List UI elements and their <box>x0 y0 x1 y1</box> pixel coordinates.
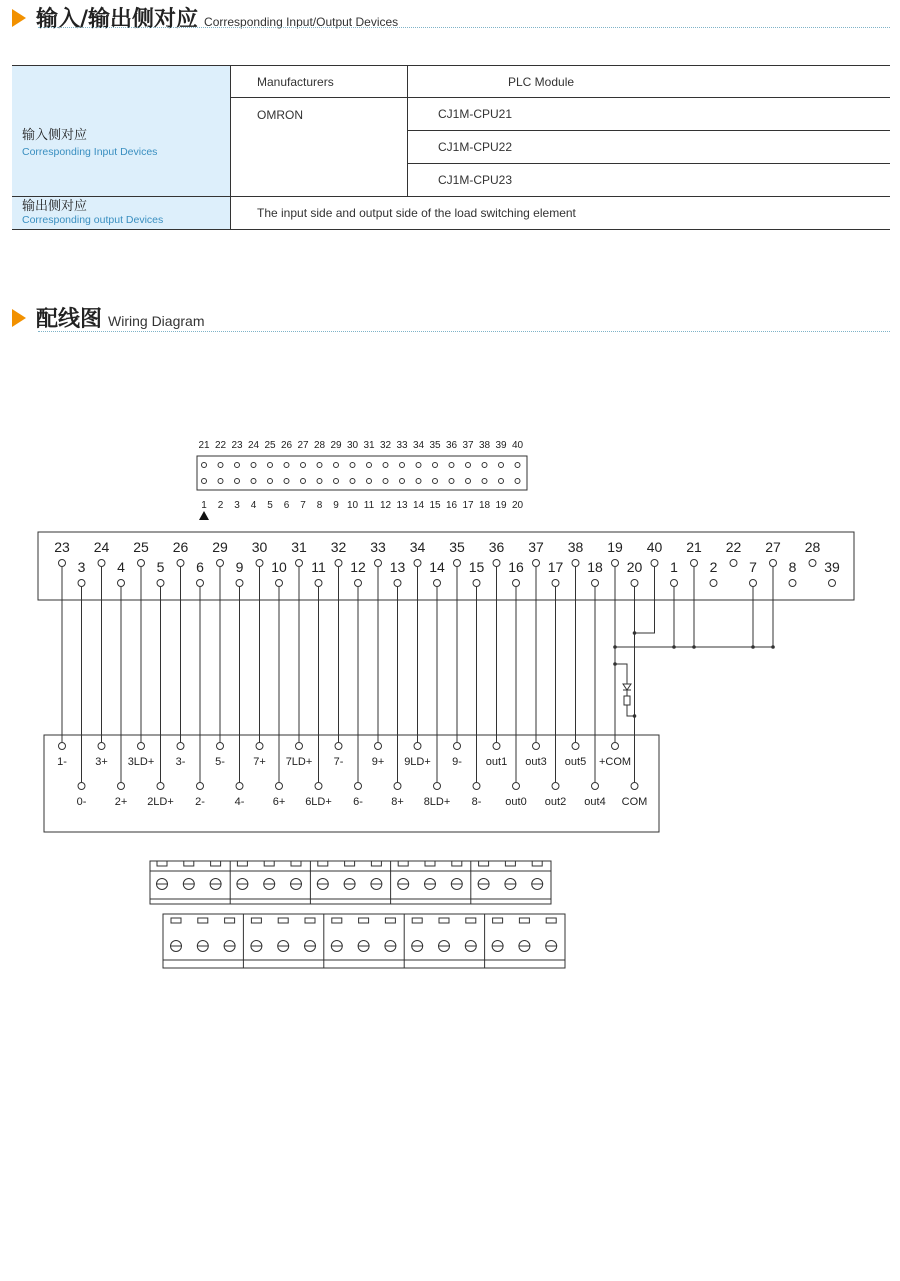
connector-pin <box>284 479 289 484</box>
wire-slot-icon <box>171 918 181 923</box>
connector-pin <box>482 463 487 468</box>
connector-pin <box>482 479 487 484</box>
connector-pin-number: 22 <box>214 440 227 451</box>
terminal-bottom-label: 6- <box>353 796 363 808</box>
connector-pin <box>235 463 240 468</box>
terminal-bottom-pin <box>118 783 125 790</box>
terminal-top-label: 9- <box>452 756 462 768</box>
connector-pin-number: 25 <box>264 440 276 451</box>
connector-pin-number: 13 <box>396 500 408 511</box>
plc-lower-pin <box>829 580 836 587</box>
plc-upper-pin <box>651 560 658 567</box>
terminal-bottom-pin <box>78 783 85 790</box>
plc-lower-pin <box>513 580 520 587</box>
connector-header <box>197 440 527 520</box>
terminal-bottom-label: 6LD+ <box>305 796 332 808</box>
wire-slot-icon <box>318 861 328 866</box>
terminal-top-pin <box>177 743 184 750</box>
terminal-box-outline <box>44 735 659 832</box>
wire-slot-icon <box>157 861 167 866</box>
wire-slot-icon <box>237 861 247 866</box>
plc-lower-pin <box>631 580 638 587</box>
connector-pin <box>317 479 322 484</box>
resistor-icon <box>624 696 630 705</box>
section-title-zh: 配线图 <box>36 307 103 332</box>
connector-pin-number: 15 <box>429 500 441 511</box>
screw-terminal-blocks <box>150 861 565 968</box>
wire-slot-icon <box>505 861 515 866</box>
plc-upper-pin-label: 35 <box>449 539 465 555</box>
terminal-bottom-label: 8LD+ <box>423 796 451 808</box>
plc-lower-pin <box>315 580 322 587</box>
output-side-en: Corresponding output Devices <box>22 213 164 226</box>
terminal-top-label: 3LD+ <box>127 756 155 768</box>
plc-upper-pin <box>375 560 382 567</box>
plc-lower-pin-label: 6 <box>196 559 204 575</box>
wire-junction <box>672 645 676 649</box>
plc-upper-pin-label: 25 <box>133 539 149 555</box>
output-desc: The input side and output side of the load switching element <box>231 197 891 230</box>
connector-pin <box>301 479 306 484</box>
terminal-block <box>44 735 659 832</box>
wire-slot-icon <box>198 918 208 923</box>
connector-pin <box>400 463 405 468</box>
wire-slot-icon <box>291 861 301 866</box>
plc-upper-pin <box>335 560 342 567</box>
wire-junction <box>692 645 696 649</box>
plc-upper-pin <box>493 560 500 567</box>
connector-pin-number: 39 <box>495 440 507 451</box>
terminal-bottom-label: out4 <box>584 796 606 808</box>
wire-slot-icon <box>425 861 435 866</box>
terminal-bottom-pin <box>473 783 480 790</box>
plc-lower-pin-label: 39 <box>824 559 840 575</box>
section-title-zh: 输入/输出侧对应 <box>36 7 199 32</box>
terminal-bottom-pin <box>236 783 243 790</box>
connector-pin <box>268 463 273 468</box>
wire-junction <box>633 714 637 718</box>
connector-pin <box>367 479 372 484</box>
plc-upper-pin-label: 22 <box>725 539 742 555</box>
output-side-zh: 输出侧对应 <box>22 198 88 214</box>
plc-upper-pin <box>59 560 66 567</box>
plc-lower-pin-label: 4 <box>117 559 125 575</box>
wire-slot-icon <box>532 861 542 866</box>
wire-slot-icon <box>439 918 449 923</box>
section-title-en: Corresponding Input/Output Devices <box>204 15 399 29</box>
connector-pin <box>383 463 388 468</box>
connector-pin <box>416 479 421 484</box>
connector-pin-number: 37 <box>462 440 474 451</box>
module-cell: CJ1M-CPU21 <box>408 98 891 131</box>
plc-lower-pin <box>671 580 678 587</box>
terminal-bottom-label: 2LD+ <box>147 796 174 808</box>
header-plc-module: PLC Module <box>408 66 891 98</box>
terminal-bottom-pin <box>552 783 559 790</box>
wire-slot-icon <box>371 861 381 866</box>
plc-upper-pin <box>177 560 184 567</box>
connector-pin-number: 24 <box>247 440 260 451</box>
terminal-top-pin <box>98 743 105 750</box>
connector-pin-number: 2 <box>217 500 224 511</box>
wire-slot-icon <box>466 918 476 923</box>
plc-lower-pin <box>236 580 243 587</box>
plc-upper-pin-label: 28 <box>804 539 821 555</box>
wire-slot-icon <box>305 918 315 923</box>
plc-lower-pin-label: 2 <box>709 559 718 575</box>
terminal-top-pin <box>217 743 224 750</box>
wire-slot-icon <box>519 918 529 923</box>
plc-upper-pin-label: 32 <box>330 539 347 555</box>
input-side-en: Corresponding Input Devices <box>22 146 158 158</box>
wire-slot-icon <box>493 918 503 923</box>
terminal-top-label: out1 <box>485 756 508 768</box>
plc-upper-pin-label: 36 <box>488 539 505 555</box>
terminal-bottom-pin <box>355 783 362 790</box>
terminal-bottom-pin <box>513 783 520 790</box>
plc-upper-pin <box>217 560 224 567</box>
terminal-bottom-label: out2 <box>544 796 567 808</box>
terminal-top-pin <box>375 743 382 750</box>
terminal-top-pin <box>256 743 263 750</box>
connector-pin <box>383 479 388 484</box>
connector-pin <box>268 479 273 484</box>
manufacturer-cell: OMRON <box>231 98 408 197</box>
plc-lower-pin-label: 1 <box>670 559 678 575</box>
wire-slot-icon <box>452 861 462 866</box>
plc-upper-pin <box>770 560 777 567</box>
connector-pin-number: 11 <box>363 500 375 511</box>
plc-lower-pin-label: 17 <box>547 559 564 575</box>
module-cell: CJ1M-CPU22 <box>408 131 891 164</box>
plc-upper-pin <box>572 560 579 567</box>
terminal-top-label: 3- <box>175 756 186 768</box>
connector-pin-number: 26 <box>280 440 293 451</box>
connector-pin-number: 35 <box>429 440 441 451</box>
led-icon <box>623 684 631 690</box>
connector-pin-number: 12 <box>379 500 392 511</box>
connector-pin-number: 20 <box>511 500 524 511</box>
connector-pin <box>350 463 355 468</box>
wire-junction <box>771 645 775 649</box>
plc-upper-pin-label: 34 <box>409 539 426 555</box>
connector-pin-number: 9 <box>333 500 339 511</box>
plc-upper-pin <box>256 560 263 567</box>
plc-lower-pin-label: 18 <box>587 559 603 575</box>
plc-lower-pin-label: 16 <box>508 559 524 575</box>
plc-lower-pin <box>78 580 85 587</box>
connector-pin <box>334 463 339 468</box>
wire-slot-icon <box>225 918 235 923</box>
wire-slot-icon <box>332 918 342 923</box>
terminal-bottom-pin <box>592 783 599 790</box>
plc-lower-pin <box>197 580 204 587</box>
connector-pin <box>284 463 289 468</box>
wire-slot-icon <box>211 861 221 866</box>
connector-pin-number: 8 <box>316 500 323 511</box>
connector-pin-number: 3 <box>234 500 240 511</box>
connector-pin-number: 29 <box>330 440 342 451</box>
plc-lower-pin <box>276 580 283 587</box>
terminal-bottom-label: 4- <box>234 796 245 808</box>
terminal-top-pin <box>335 743 342 750</box>
connector-pin <box>466 479 471 484</box>
plc-upper-pin-label: 23 <box>54 539 70 555</box>
connector-pin <box>317 463 322 468</box>
terminal-bottom-pin <box>197 783 204 790</box>
terminal-top-label: 7LD+ <box>285 756 313 768</box>
connector-pin-number: 28 <box>313 440 326 451</box>
connector-pin <box>466 463 471 468</box>
connector-pin-number: 27 <box>297 440 309 451</box>
plc-upper-pin <box>691 560 698 567</box>
input-side-zh: 输入侧对应 <box>22 128 88 143</box>
connector-pin-number: 31 <box>363 440 375 451</box>
terminal-top-pin <box>138 743 145 750</box>
connector-pin-number: 14 <box>412 500 425 511</box>
terminal-bottom-label: 0- <box>76 796 87 808</box>
terminal-bottom-label: 8+ <box>391 796 404 808</box>
plc-upper-pin-label: 29 <box>212 539 228 555</box>
wire-slot-icon <box>385 918 395 923</box>
terminal-top-label: 9LD+ <box>404 756 431 768</box>
terminal-bottom-pin <box>276 783 283 790</box>
wire-slot-icon <box>359 918 369 923</box>
connector-pin-number: 34 <box>412 440 425 451</box>
connector-pin <box>202 479 207 484</box>
terminal-bottom-label: 2+ <box>114 796 128 808</box>
connector-pin <box>416 463 421 468</box>
connector-pin <box>499 479 504 484</box>
connector-pin <box>367 463 372 468</box>
connector-pin <box>433 479 438 484</box>
connector-pin <box>301 463 306 468</box>
wire-slot-icon <box>398 861 408 866</box>
wire <box>615 664 627 684</box>
wire-junction <box>633 631 637 635</box>
wire-slot-icon <box>264 861 274 866</box>
terminal-bottom-pin <box>315 783 322 790</box>
connector-pin <box>202 463 207 468</box>
wire-slot-icon <box>184 861 194 866</box>
terminal-top-label: 7+ <box>253 756 266 768</box>
connector-pin-number: 36 <box>445 440 458 451</box>
plc-upper-pin <box>809 560 816 567</box>
terminal-top-pin <box>414 743 421 750</box>
plc-lower-pin-label: 12 <box>350 559 366 575</box>
plc-upper-pin-label: 19 <box>607 539 623 555</box>
plc-upper-pin-label: 21 <box>686 539 702 555</box>
connector-pin <box>499 463 504 468</box>
terminal-bottom-pin <box>434 783 441 790</box>
connector-pin <box>515 463 520 468</box>
terminal-top-pin <box>533 743 540 750</box>
terminal-bottom-label: 2- <box>195 796 205 808</box>
plc-lower-pin-label: 11 <box>311 559 326 575</box>
plc-upper-pin <box>138 560 145 567</box>
connector-pin <box>251 463 256 468</box>
connector-pin-number: 5 <box>267 500 273 511</box>
connector-pin <box>218 479 223 484</box>
terminal-top-label: 9+ <box>371 756 385 768</box>
plc-upper-pin <box>730 560 737 567</box>
plc-lower-pin <box>434 580 441 587</box>
plc-upper-pin-label: 31 <box>291 539 307 555</box>
connector-pin-number: 23 <box>231 440 243 451</box>
terminal-top-label: 5- <box>215 756 225 768</box>
connector-pin <box>400 479 405 484</box>
terminal-top-pin <box>59 743 66 750</box>
section-title-en: Wiring Diagram <box>108 313 205 329</box>
terminal-top-pin <box>572 743 579 750</box>
wire-slot-icon <box>278 918 288 923</box>
header-manufacturers: Manufacturers <box>231 66 408 98</box>
wire-junction <box>613 645 617 649</box>
connector-pin <box>350 479 355 484</box>
terminal-top-label: 1- <box>57 756 67 768</box>
terminal-top-pin <box>612 743 619 750</box>
plc-upper-pin-label: 37 <box>528 539 544 555</box>
wire-slot-icon <box>251 918 261 923</box>
plc-upper-pin-label: 38 <box>567 539 584 555</box>
plc-upper-pin-label: 27 <box>765 539 781 555</box>
connector-pin <box>449 463 454 468</box>
pin1-marker-icon <box>199 511 209 520</box>
plc-lower-pin-label: 20 <box>626 559 643 575</box>
wire-slot-icon <box>412 918 422 923</box>
connector-pin-number: 17 <box>462 500 474 511</box>
terminal-top-label: 7- <box>333 756 344 768</box>
plc-lower-pin <box>750 580 757 587</box>
terminal-top-pin <box>493 743 500 750</box>
terminal-top-label: out5 <box>564 756 587 768</box>
wire-slot-icon <box>479 861 489 866</box>
plc-lower-pin <box>592 580 599 587</box>
plc-upper-pin-label: 33 <box>370 539 386 555</box>
plc-upper-pin <box>414 560 421 567</box>
plc-upper-pin <box>454 560 461 567</box>
plc-lower-pin-label: 5 <box>156 559 165 575</box>
terminal-bottom-pin <box>394 783 401 790</box>
connector-pin-number: 16 <box>445 500 458 511</box>
terminal-top-label: +COM <box>598 756 632 768</box>
plc-lower-pin-label: 13 <box>389 559 406 575</box>
connector-pin-number: 18 <box>478 500 491 511</box>
connector-pin-number: 30 <box>346 440 359 451</box>
plc-lower-pin-label: 10 <box>271 559 287 575</box>
plc-upper-pin <box>98 560 105 567</box>
terminal-bottom-label: 8- <box>471 796 482 808</box>
plc-upper-pin-label: 40 <box>646 539 663 555</box>
plc-lower-pin-label: 7 <box>749 559 757 575</box>
terminal-bottom-label: 6+ <box>272 796 286 808</box>
plc-lower-pin-label: 15 <box>468 559 485 575</box>
wire-junction <box>751 645 755 649</box>
plc-upper-pin <box>296 560 303 567</box>
terminal-bottom-label: out0 <box>505 796 527 808</box>
connector-pin <box>515 479 520 484</box>
wire <box>627 705 635 716</box>
plc-upper-pin <box>612 560 619 567</box>
terminal-top-label: 3+ <box>95 756 108 768</box>
wire-slot-icon <box>546 918 556 923</box>
plc-lower-pin <box>118 580 125 587</box>
terminal-top-pin <box>454 743 461 750</box>
connector-pin <box>218 463 223 468</box>
plc-lower-pin <box>552 580 559 587</box>
plc-upper-pin-label: 26 <box>172 539 189 555</box>
connector-pin-number: 10 <box>346 500 359 511</box>
plc-lower-pin <box>789 580 796 587</box>
terminal-top-pin <box>296 743 303 750</box>
plc-lower-pin <box>710 580 717 587</box>
plc-lower-pin-label: 9 <box>235 559 244 575</box>
wire-junction <box>613 662 617 666</box>
connector-pin <box>235 479 240 484</box>
plc-lower-pin <box>394 580 401 587</box>
plc-lower-pin-label: 8 <box>788 559 797 575</box>
plc-lower-pin <box>473 580 480 587</box>
connector-pin <box>251 479 256 484</box>
terminal-bottom-pin <box>631 783 638 790</box>
connector-pin <box>334 479 339 484</box>
connector-pin-number: 4 <box>250 500 257 511</box>
plc-upper-pin-label: 30 <box>251 539 268 555</box>
connector-pin <box>449 479 454 484</box>
plc-lower-pin <box>157 580 164 587</box>
connector-pin <box>433 463 438 468</box>
module-cell: CJ1M-CPU23 <box>408 164 891 197</box>
terminal-bottom-pin <box>157 783 164 790</box>
connector-pin-number: 7 <box>300 500 306 511</box>
connector-pin-number: 33 <box>396 440 408 451</box>
plc-lower-pin <box>355 580 362 587</box>
wire-slot-icon <box>345 861 355 866</box>
connector-outline <box>197 456 527 490</box>
connector-pin-number: 19 <box>495 500 507 511</box>
plc-lower-pin-label: 3 <box>77 559 86 575</box>
connector-pin-number: 40 <box>511 440 524 451</box>
terminal-top-label: out3 <box>525 756 547 768</box>
connector-pin-number: 38 <box>478 440 491 451</box>
connector-pin-number: 32 <box>379 440 392 451</box>
connector-pin-number: 21 <box>198 440 210 451</box>
connector-pin-number: 6 <box>283 500 290 511</box>
plc-upper-pin-label: 24 <box>93 539 110 555</box>
plc-upper-pin <box>533 560 540 567</box>
plc-lower-pin-label: 14 <box>429 559 445 575</box>
connector-pin-number: 1 <box>201 500 207 511</box>
terminal-bottom-label: COM <box>621 796 648 808</box>
